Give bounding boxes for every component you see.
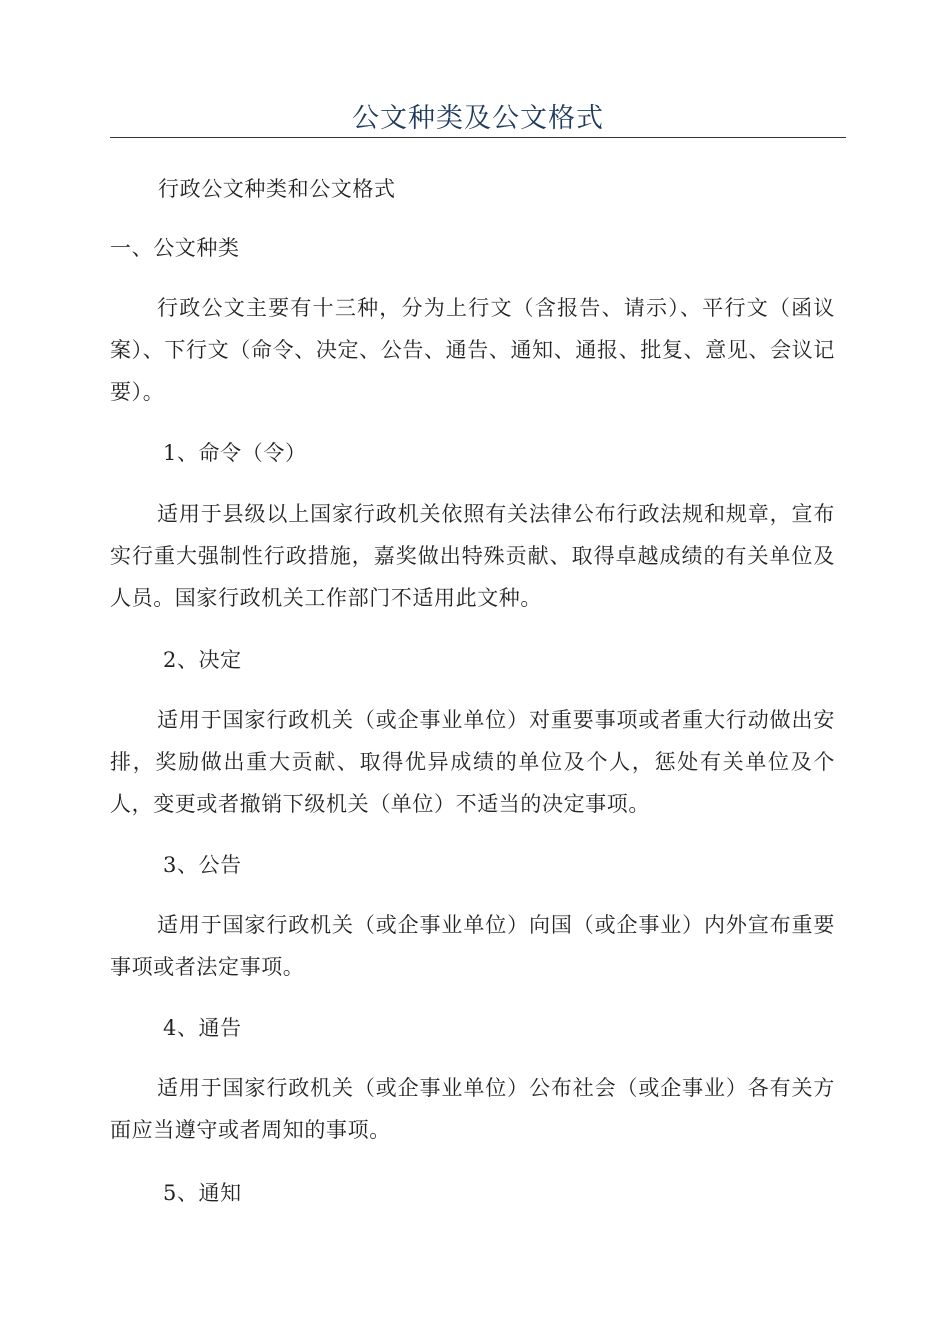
document-subtitle: 行政公文种类和公文格式 [158, 177, 396, 201]
item-body-2: 适用于国家行政机关（或企事业单位）对重要事项或者重大行动做出安排，奖励做出重大贡献、取得优异成绩的单位及个人，惩处有关单位及个人，变更或者撤销下级机关（单位）不适当的决定事项。 [110, 708, 835, 816]
item-heading-2: 2、决定 [163, 648, 242, 672]
document-title: 公文种类及公文格式 [352, 103, 604, 134]
item-heading-5: 5、通知 [163, 1181, 242, 1205]
item-body-1: 适用于县级以上国家行政机关依照有关法律公布行政法规和规章，宣布实行重大强制性行政措施，嘉奖做出特殊贡献、取得卓越成绩的有关单位及人员。国家行政机关工作部门不适用此文种。 [110, 502, 835, 610]
section-heading: 一、公文种类 [110, 236, 240, 260]
item-body-3: 适用于国家行政机关（或企事业单位）向国（或企事业）内外宣布重要事项或者法定事项。 [110, 913, 835, 979]
item-heading-3: 3、公告 [163, 853, 242, 877]
intro-paragraph: 行政公文主要有十三种，分为上行文（含报告、请示）、平行文（函议案）、下行文（命令、决定、公告、通告、通知、通报、批复、意见、会议记要）。 [110, 296, 835, 404]
item-heading-4: 4、通告 [163, 1016, 242, 1040]
item-heading-1: 1、命令（令） [163, 441, 307, 465]
title-underline-rule [110, 137, 846, 138]
item-body-4: 适用于国家行政机关（或企事业单位）公布社会（或企事业）各有关方面应当遵守或者周知的事项。 [110, 1076, 835, 1142]
